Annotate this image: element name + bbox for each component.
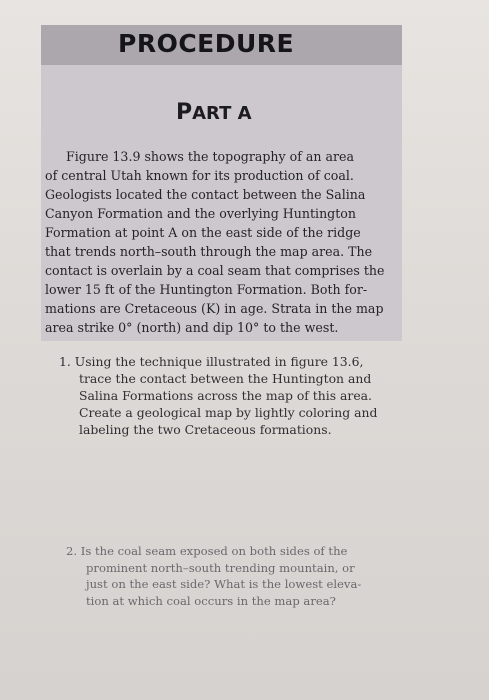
intro-line: Canyon Formation and the overlying Huntington: [45, 206, 357, 221]
procedure-heading: PROCEDURE: [118, 29, 295, 58]
intro-line: Formation at point A on the east side of the ridge: [45, 225, 361, 240]
intro-line: mations are Cretaceous (K) in age. Strata in the map: [45, 301, 384, 316]
question-1-line: trace the contact between the Huntington and: [79, 371, 372, 386]
intro-line: that trends north–south through the map area. The: [45, 244, 373, 259]
intro-line: lower 15 ft of the Huntington Formation. Both for-: [45, 282, 368, 297]
question-1-line: labeling the two Cretaceous formations.: [79, 422, 332, 437]
intro-line: of central Utah known for its production of coal.: [45, 168, 354, 183]
question-2-line: just on the east side? What is the lowest eleva-: [86, 577, 362, 591]
question-2-line: 2. Is the coal seam exposed on both sides of the: [66, 544, 348, 558]
intro-paragraph: [45, 147, 398, 337]
question-2-line: tion at which coal occurs in the map area?: [86, 593, 336, 608]
question-1-line: 1. Using the technique illustrated in figure 13.6,: [59, 354, 364, 369]
part-a-heading: [176, 100, 252, 125]
part-a-heading-rest: ART A: [192, 103, 252, 124]
question-1-line: Create a geological map by lightly coloring and: [79, 405, 378, 420]
question-2-line: prominent north–south trending mountain, or: [86, 560, 355, 575]
question-1: [59, 353, 399, 438]
question-1-line: Salina Formations across the map of this area.: [79, 388, 373, 403]
intro-line: contact is overlain by a coal seam that comprises the: [45, 263, 385, 278]
intro-line: Geologists located the contact between the Salina: [45, 187, 366, 202]
part-a-heading-initial: P: [176, 100, 193, 125]
question-2: [66, 543, 406, 609]
intro-line: Figure 13.9 shows the topography of an area: [66, 149, 355, 164]
intro-line: area strike 0° (north) and dip 10° to the west.: [45, 320, 339, 335]
